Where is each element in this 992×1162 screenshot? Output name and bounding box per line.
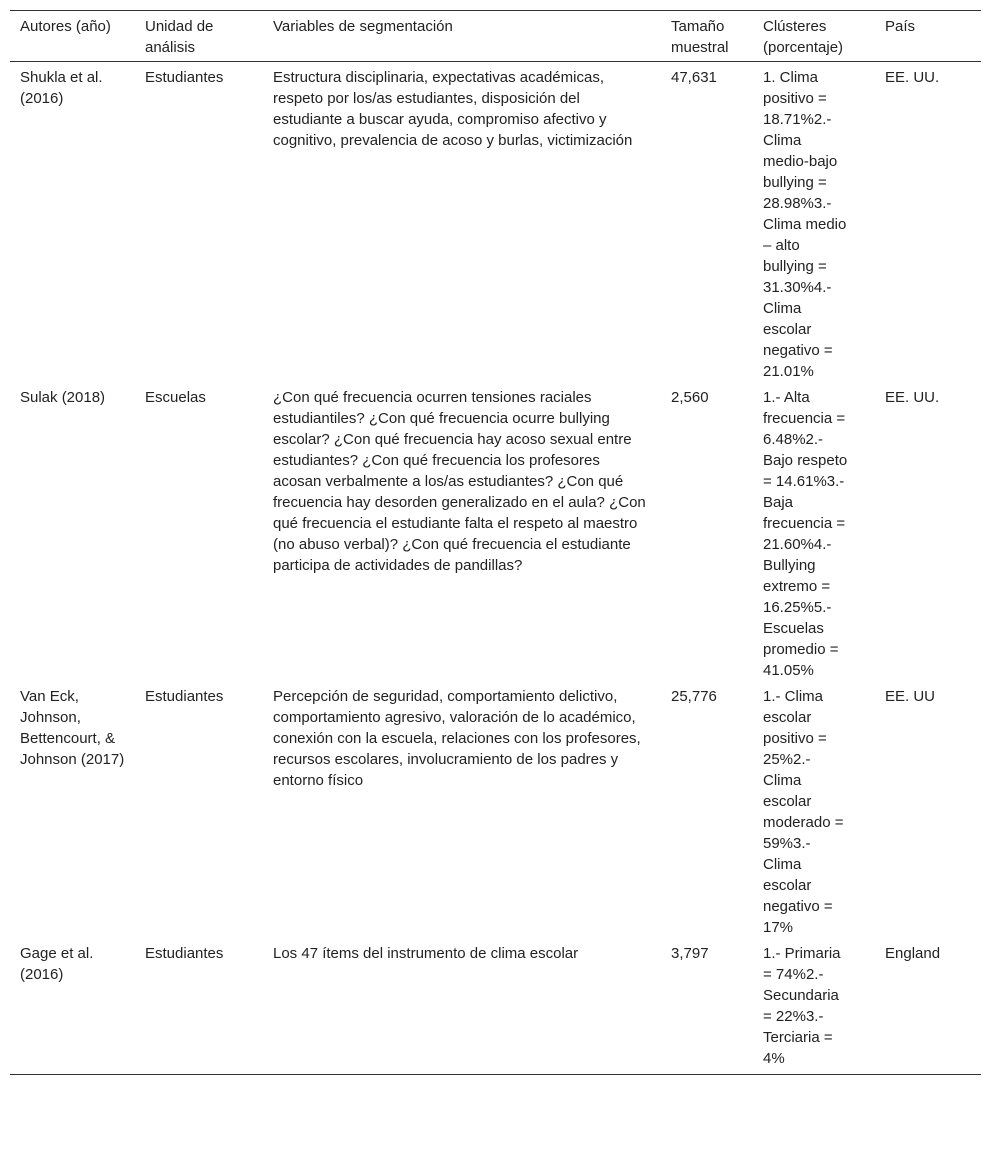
table-row <box>10 62 981 383</box>
clusters-table <box>10 10 981 1075</box>
cell-variables: Percepción de seguridad, comportamiento delictivo, comportamiento agresivo, valoración de lo académico, conexión con la escuela, relaciones con los profesores, recursos escolares, involucramiento de los padres y entorno físico <box>273 688 641 789</box>
table-header <box>10 11 981 62</box>
cell-clusters: 1. Clima positivo = 18.71%2.- Clima medio-bajo bullying = 28.98%3.- Clima medio – alto bullying = 31.30%4.- Clima escolar negativo = 21.01% <box>763 69 847 380</box>
table-body <box>10 62 981 1075</box>
cell-unit: Estudiantes <box>145 945 224 962</box>
header-variables: Variables de segmentación <box>273 18 453 35</box>
header-authors: Autores (año) <box>20 18 111 35</box>
cell-unit: Estudiantes <box>145 688 224 705</box>
cell-authors: Sulak (2018) <box>20 389 106 406</box>
header-unit: Unidad de análisis <box>145 18 214 56</box>
cell-clusters: 1.- Clima escolar positivo = 25%2.- Clima escolar moderado = 59%3.- Clima escolar negativo = 17% <box>763 688 844 936</box>
header-row <box>10 11 981 62</box>
cell-country: EE. UU <box>885 688 936 705</box>
cell-clusters: 1.- Alta frecuencia = 6.48%2.- Bajo respeto = 14.61%3.- Baja frecuencia = 21.60%4.- Bullying extremo = 16.25%5.- Escuelas promedio = 41.05% <box>763 389 848 679</box>
table-row <box>10 382 981 681</box>
cell-sample: 47,631 <box>671 69 717 86</box>
cell-authors: Van Eck, Johnson, Bettencourt, & Johnson (2017) <box>20 688 125 768</box>
cell-variables: Los 47 ítems del instrumento de clima escolar <box>273 945 579 962</box>
cell-country: EE. UU. <box>885 389 940 406</box>
cell-authors: Gage et al. (2016) <box>20 945 94 983</box>
cell-clusters: 1.- Primaria = 74%2.- Secundaria = 22%3.- Terciaria = 4% <box>763 945 841 1067</box>
header-clusters: Clústeres (porcentaje) <box>763 18 844 56</box>
cell-country: EE. UU. <box>885 69 940 86</box>
cell-authors: Shukla et al. (2016) <box>20 69 103 107</box>
table-row <box>10 938 981 1075</box>
clusters-table-container <box>10 10 981 1075</box>
cell-variables: ¿Con qué frecuencia ocurren tensiones raciales estudiantiles? ¿Con qué frecuencia ocurre bullying escolar? ¿Con qué frecuencia hay acoso sexual entre estudiantes? ¿Con qué frecuencia los profesores acosan verbalmente a los/as estudiantes? ¿Con qué frecuencia hay desorden generalizado en el aula? ¿Con qué frecuencia el estudiante falta el respeto al maestro (no abuso verbal)? ¿Con qué frecuencia el estudiante participa de actividades de pandillas? <box>273 389 646 574</box>
cell-sample: 3,797 <box>671 945 709 962</box>
cell-country: England <box>885 945 941 962</box>
cell-variables: Estructura disciplinaria, expectativas académicas, respeto por los/as estudiantes, disposición del estudiante a buscar ayuda, compromiso afectivo y cognitivo, prevalencia de acoso y burlas, victimización <box>273 69 633 149</box>
table-row <box>10 681 981 938</box>
header-sample: Tamaño muestral <box>671 18 729 56</box>
cell-unit: Escuelas <box>145 389 206 406</box>
cell-unit: Estudiantes <box>145 69 224 86</box>
header-country: País <box>885 18 916 35</box>
cell-sample: 2,560 <box>671 389 709 406</box>
cell-sample: 25,776 <box>671 688 717 705</box>
